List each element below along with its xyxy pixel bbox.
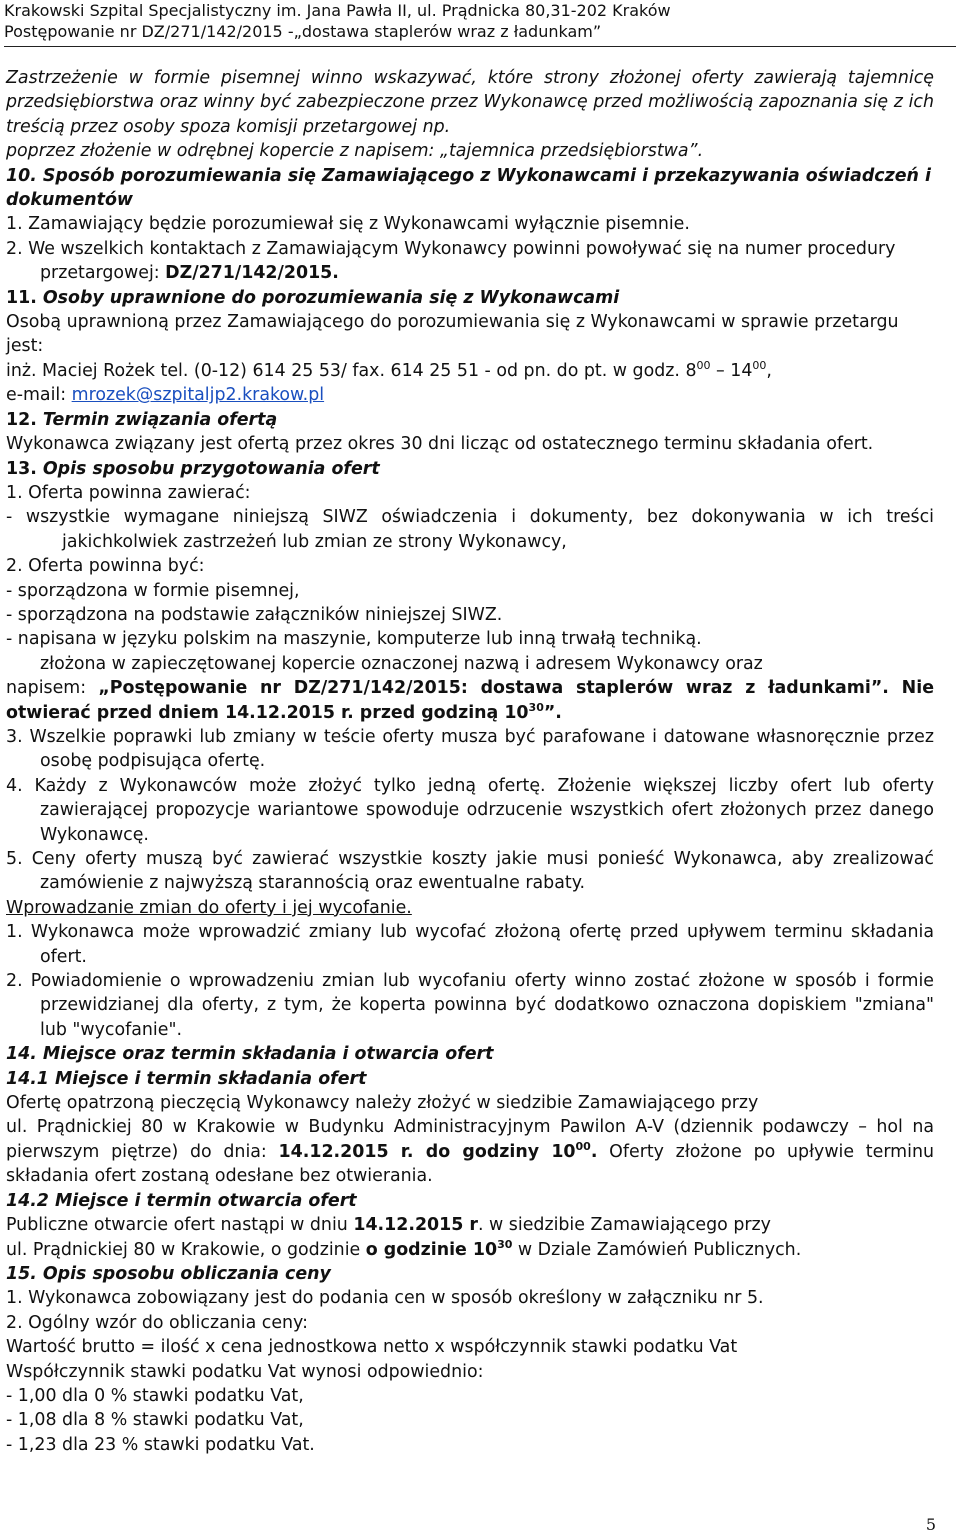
section-11-text: Osobą uprawnioną przez Zamawiającego do porozumiewania się z Wykonawcami w sprawie przetargu jest: <box>6 312 899 357</box>
section-14-heading: 14. Miejsce oraz termin składania i otwarcia ofert <box>6 1044 494 1065</box>
section-13-heading <box>6 457 934 481</box>
header-rule <box>4 46 956 47</box>
section-15-coef-3: - 1,23 dla 23 % stawki podatku Vat. <box>6 1434 315 1455</box>
item-number: 2. <box>6 238 23 259</box>
procedure-number: DZ/271/142/2015. <box>165 263 339 284</box>
withdraw-p1: 1. Wykonawca może wprowadzić zmiany lub wycofać złożoną ofertę przed upływem terminu składania ofert. <box>6 922 934 967</box>
withdraw-p2: 2. Powiadomienie o wprowadzeniu zmian lub wycofaniu oferty winno zostać złożone w sposób i formie przewidzianej dla oferty, z tym, że koperta powinna być dodatkowo oznaczona dopiskiem "zmiana" lub "wycofanie". <box>6 971 934 1040</box>
section-number: 11. <box>6 287 37 308</box>
section-title: Osoby uprawnione do porozumiewania się z Wykonawcami <box>36 287 620 308</box>
delivery-place: ul. Prądnickiej 80 w Krakowie w Budynku Administracyjnym Pawilon A-V (dziennik podawczy – hol na pierwszym piętrze) do dnia: <box>6 1117 934 1162</box>
section-12-heading <box>6 408 934 432</box>
section-10-item-1: 1. Zamawiający będzie porozumiewał się z Wykonawcami wyłącznie pisemnie. <box>6 214 690 235</box>
intro-confidential-text: Zastrzeżenie w formie pisemnej winno wskazywać, które strony złożonej oferty zawierają tajemnicę przedsiębiorstwa oraz winny być zabezpieczone przez Wykonawcę przed możliwością zapoznania się z ich treścią przez osoby spoza komisji przetargowej np. <box>6 68 934 137</box>
contact-comma: , <box>766 360 772 381</box>
opening-text: Publiczne otwarcie ofert nastąpi w dniu <box>6 1215 354 1236</box>
header-procedure-line: Postępowanie nr DZ/271/142/2015 -„dostawa staplerów wraz z ładunkam” <box>4 22 602 41</box>
section-title: Opis sposobu przygotowania ofert <box>36 458 380 479</box>
email-label: e-mail: <box>6 385 72 406</box>
section-number: 12. <box>6 409 37 430</box>
opening-date: 14.12.2015 r <box>353 1215 478 1236</box>
section-15-coef-1: - 1,00 dla 0 % stawki podatku Vat, <box>6 1385 304 1406</box>
hour-sup: 00 <box>696 359 711 373</box>
sealed-label: napisem: <box>6 678 99 699</box>
section-15-coef-2: - 1,08 dla 8 % stawki podatku Vat, <box>6 1410 304 1431</box>
opening-address: ul. Prądnickiej 80 w Krakowie, o godzinie <box>6 1239 366 1260</box>
section-15-p2: 2. Ogólny wzór do obliczania ceny: <box>6 1312 308 1333</box>
opening-place: . w siedzibie Zamawiającego przy <box>478 1215 771 1236</box>
section-13-p1-dash: - wszystkie wymagane niniejszą SIWZ oświadczenia i dokumenty, bez dokonywania w ich treści jakichkolwiek zastrzeżeń lub zmian ze strony Wykonawcy, <box>6 507 934 552</box>
section-10-heading: 10. Sposób porozumiewania się Zamawiającego z Wykonawcami i przekazywania oświadczeń i dokumentów <box>6 165 931 211</box>
section-13-p2-dash-1: - sporządzona w formie pisemnej, <box>6 580 300 601</box>
contact-text: inż. Maciej Rożek tel. (0-12) 614 25 53/ fax. 614 25 51 - od pn. do pt. w godz. 8 <box>6 360 697 381</box>
section-13-sealed-2 <box>6 676 934 725</box>
opening-hour: o godzinie 10 <box>365 1239 498 1260</box>
section-14-1-text-2 <box>6 1115 934 1188</box>
section-13-p2-dash-2: - sporządzona na podstawie załączników niniejszej SIWZ. <box>6 604 503 625</box>
section-11-email <box>6 383 934 407</box>
item-text: We wszelkich kontaktach z Zamawiającym Wykonawcy powinni powoływać się na numer procedury przetargowej: <box>22 238 896 284</box>
hour-dash: – 14 <box>710 360 753 381</box>
section-13-p1: 1. Oferta powinna zawierać: <box>6 482 251 503</box>
withdraw-heading: Wprowadzanie zmian do oferty i jej wycofanie. <box>6 897 412 918</box>
section-15-coef: Współczynnik stawki podatku Vat wynosi odpowiednio: <box>6 1361 484 1382</box>
email-link[interactable]: mrozek@szpitaljp2.krakow.pl <box>71 385 325 406</box>
section-13-sealed-1: złożona w zapieczętowanej kopercie oznaczonej nazwą i adresem Wykonawcy oraz <box>40 653 763 674</box>
section-13-p2: 2. Oferta powinna być: <box>6 556 205 577</box>
section-12-text: Wykonawca związany jest ofertą przez okres 30 dni licząc od ostatecznego terminu składania ofert. <box>6 434 874 455</box>
section-13-p4: 4. Każdy z Wykonawców może złożyć tylko jedną ofertę. Złożenie większej liczby ofert lub oferty zawierającej propozycje wariantowe spowoduje odrzucenie wszystkich ofert złożonych przez danego Wykonawcę. <box>6 775 934 845</box>
section-13-p5: 5. Ceny oferty muszą być zawierać wszystkie koszty jakie musi ponieść Wykonawca, aby zrealizować zamówienie z najwyższą starannością oraz ewentualne rabaty. <box>6 849 934 894</box>
section-14-1-heading: 14.1 Miejsce i termin składania ofert <box>6 1068 367 1089</box>
sealed-end: ”. <box>543 702 562 723</box>
hour-sup: 00 <box>575 1140 591 1154</box>
section-11-heading <box>6 286 934 310</box>
deadline-dot: . <box>590 1141 598 1162</box>
hour-sup: 30 <box>497 1237 513 1251</box>
intro-confidential-text-2: poprzez złożenie w odrębnej kopercie z napisem: „tajemnica przedsiębiorstwa”. <box>6 141 704 162</box>
section-title: Termin związania ofertą <box>36 409 278 430</box>
deadline-date: 14.12.2015 r. do godziny 10 <box>278 1141 576 1162</box>
page-header <box>0 0 960 52</box>
section-15-formula: Wartość brutto = ilość x cena jednostkowa netto x współczynnik stawki podatku Vat <box>6 1337 738 1358</box>
section-14-2-text-1 <box>6 1213 934 1237</box>
section-15-heading: 15. Opis sposobu obliczania ceny <box>6 1263 331 1284</box>
section-15-p1: 1. Wykonawca zobowiązany jest do podania cen w sposób określony w załączniku nr 5. <box>6 1288 764 1309</box>
section-13-p3: 3. Wszelkie poprawki lub zmiany w teście oferty musza być parafowane i datowane własnoręcznie przez osobę podpisująca ofertę. <box>6 726 934 772</box>
section-number: 13. <box>6 458 37 479</box>
document-body <box>6 66 934 1457</box>
section-13-p2-dash-3: - napisana w języku polskim na maszynie, komputerze lub inną trwałą techniką. <box>6 629 702 650</box>
page-number: 5 <box>925 1515 936 1534</box>
hour-sup: 30 <box>528 700 544 714</box>
hour-sup-2: 00 <box>752 359 767 373</box>
section-14-2-heading: 14.2 Miejsce i termin otwarcia ofert <box>6 1190 357 1211</box>
header-hospital-line: Krakowski Szpital Specjalistyczny im. Jana Pawła II, ul. Prądnicka 80,31-202 Kraków <box>4 1 671 20</box>
section-10-item-2 <box>6 237 934 286</box>
opening-department: w Dziale Zamówień Publicznych. <box>512 1239 802 1260</box>
section-14-2-text-2 <box>6 1238 934 1262</box>
late-offers-note: Oferty złożone po upływie terminu składania ofert zostaną odesłane bez otwierania. <box>6 1141 934 1187</box>
section-11-contact <box>6 359 934 383</box>
sealed-envelope-inscription: „Postępowanie nr DZ/271/142/2015: dostawa staplerów wraz z ładunkami”. Nie otwierać przed dniem 14.12.2015 r. przed godziną 10 <box>6 678 934 723</box>
section-14-1-text-1: Ofertę opatrzoną pieczęcią Wykonawcy należy złożyć w siedzibie Zamawiającego przy <box>6 1093 759 1114</box>
